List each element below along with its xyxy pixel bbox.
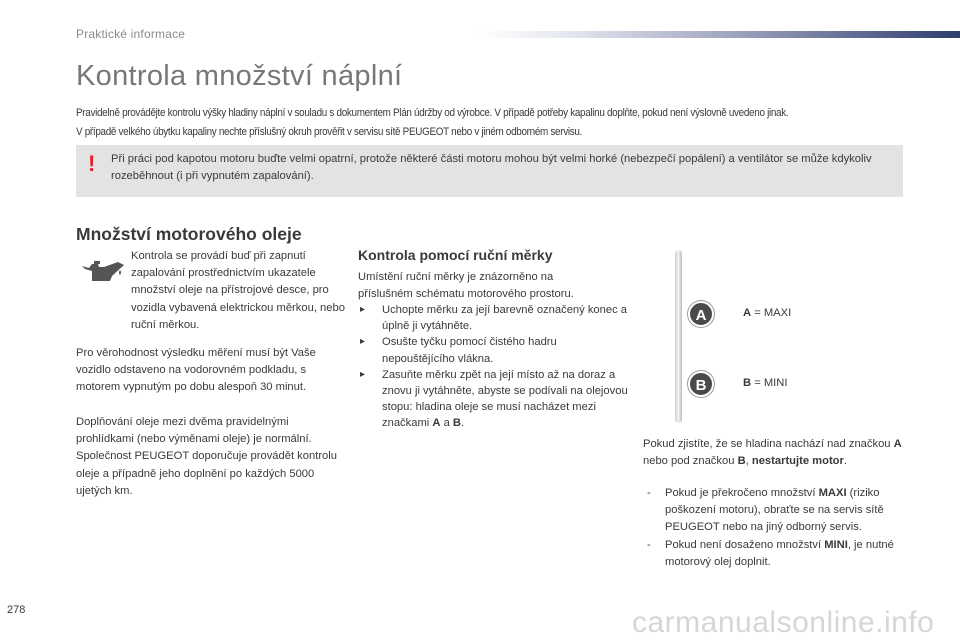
dipstick-steps (358, 302, 628, 432)
oil-paragraph-1: Kontrola se provádí buď při zapnutí zapalování prostřednictvím ukazatele množství oleje na přístrojové desce, pro vozidla vybavená elektrickou měrkou, nebo ruční měrkou. (131, 250, 345, 331)
warning-text: Při práci pod kapotou motoru buďte velmi opatrní, protože některé části motoru mohou být velmi horké (nebezpečí popálení) a ventilátor se může kdykoliv rozeběhnout (i při vypnutém zapalování). (111, 153, 872, 182)
list-item: - Pokud není dosaženo množství MINI, je nutné motorový olej doplnit. (647, 538, 894, 568)
dipstick-illustration (675, 250, 682, 423)
watermark: carmanualsonline.info (632, 606, 935, 639)
intro-line-2: V případě velkého úbytku kapaliny nechte příslušný okruh prověřit v servisu sítě PEUGEOT nebo v jiném odborném servisu. (76, 126, 582, 138)
list-item: ▸ Uchopte měrku za její barevně označený konec a úplně ji vytáhněte. (360, 304, 628, 333)
intro-line-1: Pravidelně provádějte kontrolu výšky hladiny náplní v souladu s dokumentem Plán údržby od výrobce. V případě potřeby kapalinu doplňte, pokud není výslovně uvedeno jinak. (76, 107, 789, 119)
result-list (643, 485, 913, 571)
list-item: ▸ Zasuňte měrku zpět na její místo až na doraz a znovu ji vytáhněte, abyste se podívali na olejovou stopu: hladina oleje se musí nacházet mezi značkami A a B. (360, 368, 628, 430)
marker-a-icon: A (688, 301, 714, 327)
label-maxi: A = MAXI (743, 307, 792, 319)
oil-paragraph-2: Pro věrohodnost výsledku měření musí být Vaše vozidlo odstaveno na vodorovném podkladu, s motorem vypnutým po dobu alespoň 30 minut. (76, 347, 316, 394)
warning-icon: ! (88, 151, 96, 176)
section-header: Praktické informace (76, 27, 186, 41)
marker-b-icon: B (688, 371, 714, 397)
oil-heading: Množství motorového oleje (76, 224, 302, 244)
result-paragraph: Pokud zjistíte, že se hladina nachází nad značkou A nebo pod značkou B, nestartujte motor. (643, 438, 902, 468)
page-number: 278 (7, 604, 26, 616)
oil-can-icon (80, 258, 126, 284)
oil-paragraph-3: Doplňování oleje mezi dvěma pravidelnými prohlídkami (nebo výměnami oleje) je normální. Společnost PEUGEOT doporučuje provádět kontrolu oleje a případně jeho doplnění po každých 5000 ujetých km. (76, 416, 337, 497)
header-gradient-bar (478, 31, 960, 38)
bullet-icon: ▸ (360, 304, 366, 315)
bullet-icon: ▸ (360, 336, 366, 348)
warning-box (76, 145, 903, 197)
bullet-icon: ▸ (360, 368, 366, 380)
intro-text (76, 104, 913, 142)
dipstick-heading: Kontrola pomocí ruční měrky (358, 247, 553, 263)
dipstick-intro: Umístění ruční měrky je znázorněno na příslušném schématu motorového prostoru. (358, 271, 574, 301)
label-mini: B = MINI (743, 377, 788, 389)
page-title: Kontrola množství náplní (76, 60, 403, 92)
list-item: - Pokud je překročeno množství MAXI (riziko poškození motoru), obraťte se na servis sítě PEUGEOT nebo na jiný odborný servis. (647, 487, 884, 534)
list-item: ▸ Osušte tyčku pomocí čistého hadru nepouštějícího vlákna. (360, 336, 557, 365)
